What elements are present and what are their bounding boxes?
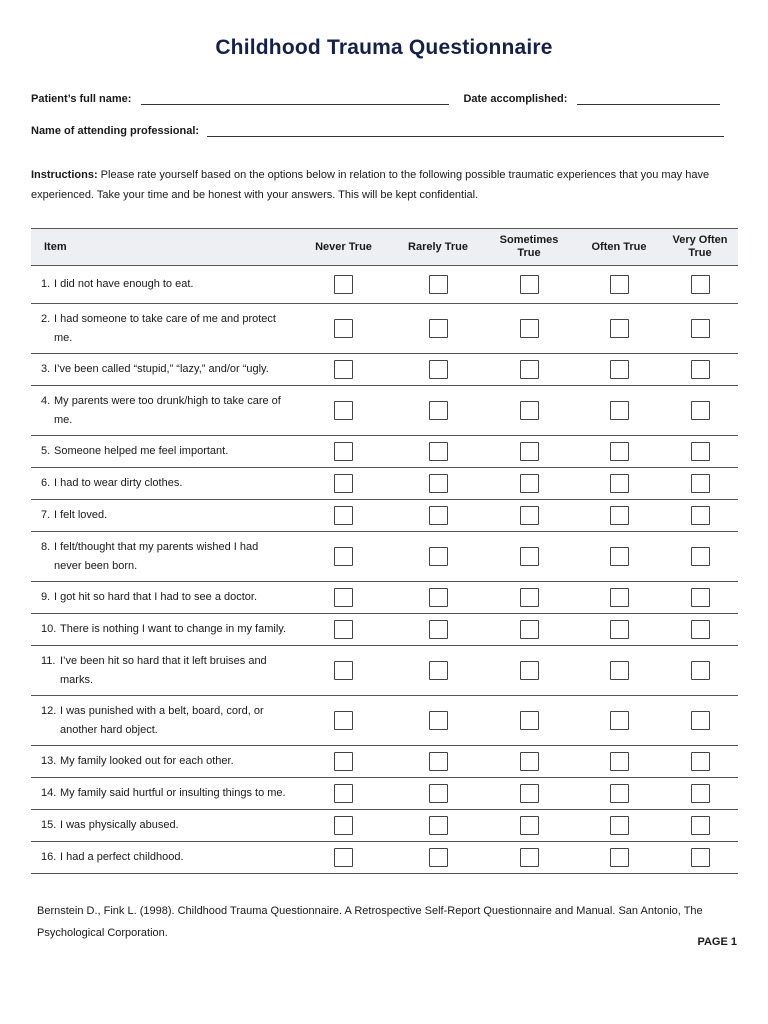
option-cell-very-often-true [662,746,738,778]
instructions-text: Please rate yourself based on the options below in relation to the following possible traumatic experiences that you may have experienced. Take your time and be honest with your answers. This will be kept confidential. [31,169,710,201]
checkbox-never-true[interactable] [334,620,353,639]
option-cell-very-often-true [662,500,738,532]
option-cell-often-true [576,304,662,354]
item-text: I had someone to take care of me and protect me. [54,312,276,344]
item-cell [31,696,293,746]
item-text: My parents were too drunk/high to take care of me. [54,394,281,426]
checkbox-often-true[interactable] [610,547,629,566]
checkbox-very-often-true[interactable] [691,275,710,294]
checkbox-very-often-true[interactable] [691,547,710,566]
item-cell [31,304,293,354]
option-cell-never-true [293,500,394,532]
option-cell-never-true [293,532,394,582]
checkbox-very-often-true[interactable] [691,474,710,493]
professional-row [31,125,724,137]
table-row [31,354,738,386]
checkbox-never-true[interactable] [334,506,353,525]
option-cell-very-often-true [662,778,738,810]
header-rarely-true: Rarely True [394,229,482,266]
table-row [31,696,738,746]
table-row [31,746,738,778]
checkbox-never-true[interactable] [334,784,353,803]
item-cell [31,746,293,778]
checkbox-often-true[interactable] [610,661,629,680]
checkbox-often-true[interactable] [610,620,629,639]
item-cell [31,532,293,582]
item-number: 10. [41,623,57,635]
option-cell-rarely-true [394,646,482,696]
item-text: I did not have enough to eat. [54,278,194,290]
checkbox-very-often-true[interactable] [691,661,710,680]
checkbox-sometimes-true[interactable] [520,848,539,867]
option-cell-rarely-true [394,778,482,810]
professional-label: Name of attending professional: [31,125,200,137]
option-cell-very-often-true [662,304,738,354]
option-cell-very-often-true [662,810,738,842]
table-row [31,304,738,354]
checkbox-often-true[interactable] [610,442,629,461]
option-cell-often-true [576,532,662,582]
item-number: 2. [41,312,51,325]
option-cell-never-true [293,842,394,874]
item-cell [31,842,293,874]
item-number: 5. [41,445,51,457]
table-row [31,810,738,842]
item-cell [31,386,293,436]
option-cell-often-true [576,266,662,304]
option-cell-rarely-true [394,696,482,746]
option-cell-sometimes-true [482,304,576,354]
option-cell-sometimes-true [482,778,576,810]
option-cell-often-true [576,500,662,532]
table-row [31,842,738,874]
checkbox-sometimes-true[interactable] [520,474,539,493]
checkbox-often-true[interactable] [610,474,629,493]
checkbox-sometimes-true[interactable] [520,401,539,420]
item-cell [31,354,293,386]
checkbox-never-true[interactable] [334,360,353,379]
item-text: I’ve been called “stupid,” “lazy,” and/or “ugly. [54,363,269,375]
item-cell [31,810,293,842]
item-number: 6. [41,477,51,489]
checkbox-sometimes-true[interactable] [520,442,539,461]
checkbox-often-true[interactable] [610,360,629,379]
checkbox-never-true[interactable] [334,752,353,771]
item-number: 15. [41,819,57,831]
option-cell-often-true [576,646,662,696]
checkbox-rarely-true[interactable] [429,816,448,835]
checkbox-sometimes-true[interactable] [520,360,539,379]
header-often-true: Often True [576,229,662,266]
option-cell-never-true [293,582,394,614]
table-row [31,500,738,532]
option-cell-often-true [576,778,662,810]
item-text: I got hit so hard that I had to see a doctor. [54,591,258,603]
option-cell-very-often-true [662,582,738,614]
checkbox-rarely-true[interactable] [429,275,448,294]
item-number: 12. [41,704,57,717]
option-cell-sometimes-true [482,842,576,874]
option-cell-sometimes-true [482,354,576,386]
item-number: 4. [41,394,51,407]
option-cell-very-often-true [662,266,738,304]
option-cell-very-often-true [662,436,738,468]
checkbox-never-true[interactable] [334,588,353,607]
option-cell-often-true [576,696,662,746]
item-cell [31,436,293,468]
option-cell-never-true [293,614,394,646]
item-text: I felt/thought that my parents wished I had never been born. [54,540,259,572]
header-item: Item [31,229,293,266]
checkbox-often-true[interactable] [610,275,629,294]
item-cell [31,500,293,532]
checkbox-very-often-true[interactable] [691,506,710,525]
page-number: PAGE 1 [697,936,737,948]
reference-citation: Bernstein D., Fink L. (1998). Childhood Trauma Questionnaire. A Retrospective Self-Report Questionnaire and Manual. San Antonio, The Psychological Corporation. [37,905,703,939]
date-field[interactable] [577,103,720,105]
item-text: There is nothing I want to change in my family. [60,623,287,635]
checkbox-sometimes-true[interactable] [520,661,539,680]
option-cell-never-true [293,386,394,436]
item-number: 3. [41,363,51,375]
checkbox-very-often-true[interactable] [691,442,710,461]
checkbox-rarely-true[interactable] [429,752,448,771]
checkbox-often-true[interactable] [610,588,629,607]
option-cell-sometimes-true [482,646,576,696]
option-cell-sometimes-true [482,582,576,614]
checkbox-rarely-true[interactable] [429,620,448,639]
item-number: 14. [41,787,57,799]
checkbox-often-true[interactable] [610,784,629,803]
item-number: 11. [41,654,56,667]
option-cell-often-true [576,810,662,842]
checkbox-sometimes-true[interactable] [520,784,539,803]
option-cell-rarely-true [394,842,482,874]
item-text: I’ve been hit so hard that it left bruises and marks. [60,654,267,686]
option-cell-never-true [293,266,394,304]
option-cell-often-true [576,386,662,436]
option-cell-very-often-true [662,386,738,436]
option-cell-often-true [576,354,662,386]
option-cell-often-true [576,582,662,614]
option-cell-never-true [293,646,394,696]
checkbox-never-true[interactable] [334,401,353,420]
item-number: 7. [41,509,51,521]
item-cell [31,614,293,646]
checkbox-very-often-true[interactable] [691,816,710,835]
table-row [31,468,738,500]
checkbox-very-often-true[interactable] [691,752,710,771]
item-number: 8. [41,540,51,553]
instructions [31,165,731,205]
checkbox-often-true[interactable] [610,816,629,835]
table-row [31,646,738,696]
option-cell-rarely-true [394,582,482,614]
checkbox-never-true[interactable] [334,848,353,867]
checkbox-very-often-true[interactable] [691,711,710,730]
item-cell [31,778,293,810]
checkbox-often-true[interactable] [610,506,629,525]
checkbox-never-true[interactable] [334,547,353,566]
item-number: 16. [41,851,57,863]
option-cell-never-true [293,696,394,746]
item-cell [31,582,293,614]
checkbox-very-often-true[interactable] [691,784,710,803]
option-cell-sometimes-true [482,696,576,746]
checkbox-rarely-true[interactable] [429,474,448,493]
table-row [31,532,738,582]
option-cell-sometimes-true [482,810,576,842]
questionnaire-table [31,228,738,874]
checkbox-sometimes-true[interactable] [520,620,539,639]
checkbox-never-true[interactable] [334,816,353,835]
checkbox-often-true[interactable] [610,848,629,867]
checkbox-sometimes-true[interactable] [520,711,539,730]
checkbox-rarely-true[interactable] [429,442,448,461]
option-cell-often-true [576,436,662,468]
item-text: I felt loved. [54,509,108,521]
item-number: 9. [41,591,51,603]
checkbox-rarely-true[interactable] [429,711,448,730]
item-cell [31,646,293,696]
checkbox-rarely-true[interactable] [429,588,448,607]
checkbox-very-often-true[interactable] [691,319,710,338]
option-cell-rarely-true [394,436,482,468]
checkbox-sometimes-true[interactable] [520,588,539,607]
option-cell-sometimes-true [482,436,576,468]
table-row [31,614,738,646]
patient-name-label: Patient’s full name: [31,93,132,105]
checkbox-often-true[interactable] [610,711,629,730]
option-cell-sometimes-true [482,468,576,500]
patient-name-row [31,93,720,105]
header-very-often-true: Very Often True [662,229,738,266]
option-cell-rarely-true [394,810,482,842]
item-text: I was punished with a belt, board, cord, or another hard object. [60,704,264,736]
option-cell-sometimes-true [482,614,576,646]
option-cell-often-true [576,746,662,778]
option-cell-sometimes-true [482,746,576,778]
checkbox-rarely-true[interactable] [429,784,448,803]
checkbox-sometimes-true[interactable] [520,319,539,338]
checkbox-rarely-true[interactable] [429,506,448,525]
checkbox-sometimes-true[interactable] [520,752,539,771]
option-cell-sometimes-true [482,500,576,532]
instructions-label: Instructions: [31,169,98,181]
checkbox-never-true[interactable] [334,711,353,730]
item-text: I had to wear dirty clothes. [54,477,183,489]
item-number: 1. [41,278,51,290]
checkbox-never-true[interactable] [334,474,353,493]
option-cell-rarely-true [394,386,482,436]
checkbox-rarely-true[interactable] [429,401,448,420]
checkbox-rarely-true[interactable] [429,848,448,867]
checkbox-very-often-true[interactable] [691,848,710,867]
patient-name-field[interactable] [141,103,449,105]
checkbox-very-often-true[interactable] [691,588,710,607]
checkbox-rarely-true[interactable] [429,319,448,338]
option-cell-never-true [293,746,394,778]
checkbox-very-often-true[interactable] [691,401,710,420]
item-cell [31,468,293,500]
checkbox-sometimes-true[interactable] [520,547,539,566]
option-cell-very-often-true [662,614,738,646]
option-cell-very-often-true [662,646,738,696]
option-cell-rarely-true [394,304,482,354]
checkbox-very-often-true[interactable] [691,620,710,639]
option-cell-rarely-true [394,614,482,646]
option-cell-very-often-true [662,468,738,500]
item-number: 13. [41,755,57,767]
item-cell [31,266,293,304]
checkbox-often-true[interactable] [610,401,629,420]
option-cell-never-true [293,304,394,354]
checkbox-never-true[interactable] [334,319,353,338]
option-cell-very-often-true [662,842,738,874]
item-text: My family said hurtful or insulting things to me. [60,787,286,799]
checkbox-never-true[interactable] [334,661,353,680]
checkbox-sometimes-true[interactable] [520,275,539,294]
checkbox-rarely-true[interactable] [429,661,448,680]
checkbox-often-true[interactable] [610,319,629,338]
option-cell-sometimes-true [482,266,576,304]
option-cell-often-true [576,614,662,646]
option-cell-never-true [293,778,394,810]
header-sometimes-true: Sometimes True [482,229,576,266]
option-cell-rarely-true [394,500,482,532]
option-cell-never-true [293,354,394,386]
checkbox-sometimes-true[interactable] [520,816,539,835]
item-text: I had a perfect childhood. [60,851,184,863]
table-row [31,436,738,468]
option-cell-sometimes-true [482,532,576,582]
option-cell-very-often-true [662,696,738,746]
item-text: I was physically abused. [60,819,179,831]
option-cell-very-often-true [662,532,738,582]
checkbox-rarely-true[interactable] [429,360,448,379]
checkbox-rarely-true[interactable] [429,547,448,566]
option-cell-never-true [293,436,394,468]
header-never-true: Never True [293,229,394,266]
checkbox-sometimes-true[interactable] [520,506,539,525]
checkbox-never-true[interactable] [334,442,353,461]
checkbox-never-true[interactable] [334,275,353,294]
table-row [31,778,738,810]
option-cell-rarely-true [394,266,482,304]
table-header-row [31,229,738,266]
option-cell-rarely-true [394,532,482,582]
item-text: My family looked out for each other. [60,755,234,767]
option-cell-never-true [293,810,394,842]
option-cell-never-true [293,468,394,500]
date-label: Date accomplished: [463,93,568,105]
table-row [31,266,738,304]
table-row [31,386,738,436]
document-title: Childhood Trauma Questionnaire [215,36,553,59]
option-cell-rarely-true [394,468,482,500]
option-cell-often-true [576,468,662,500]
checkbox-very-often-true[interactable] [691,360,710,379]
item-text: Someone helped me feel important. [54,445,229,457]
table-row [31,582,738,614]
checkbox-often-true[interactable] [610,752,629,771]
professional-field[interactable] [207,135,724,137]
option-cell-often-true [576,842,662,874]
option-cell-rarely-true [394,354,482,386]
option-cell-rarely-true [394,746,482,778]
option-cell-sometimes-true [482,386,576,436]
option-cell-very-often-true [662,354,738,386]
